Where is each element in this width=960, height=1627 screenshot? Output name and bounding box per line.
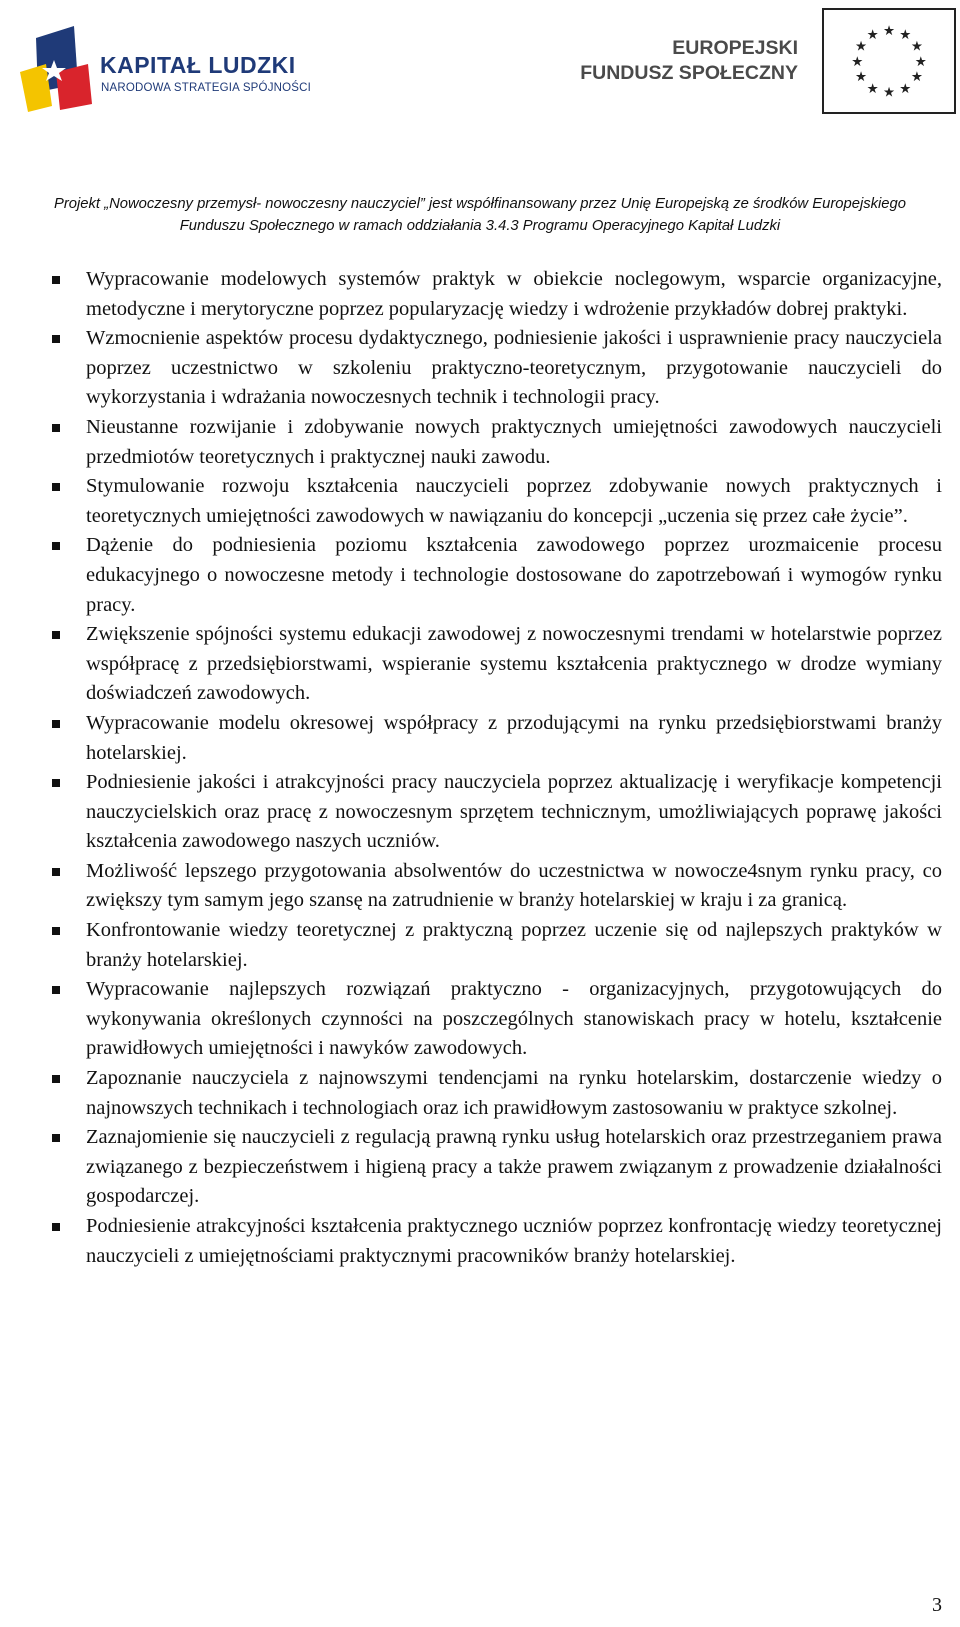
square-bullet-icon	[52, 1134, 60, 1142]
list-item-text: Wypracowanie najlepszych rozwiązań praktyczno - organizacyjnych, przygotowujących do wykonywania określonych czynności na poszczególnych stanowiskach pracy w hotelu, kształcenie prawidłowych umiejętności i nawyków zawodowych.	[86, 978, 942, 1060]
list-item-text: Podniesienie jakości i atrakcyjności pracy nauczyciela poprzez aktualizację i weryfikacje kompetencji nauczycielskich oraz pracę z nowoczesnym sprzętem technicznym, umożliwiających poprawę jakości kształcenia zawodowego naszych uczniów.	[86, 771, 942, 853]
svg-text:★: ★	[882, 23, 896, 40]
svg-text:★: ★	[910, 38, 923, 55]
list-item-text: Dążenie do podniesienia poziomu kształcenia zawodowego poprzez urozmaicenie procesu edukacyjnego o nowoczesne metody i technologie dostosowane do zapotrzebowań i wymogów rynku pracy.	[86, 534, 942, 616]
list-item-text: Możliwość lepszego przygotowania absolwentów do uczestnictwa w nowocze4snym rynku pracy, co zwiększy tym samym jego szansę na zatrudnienie w branży hotelarskiej w kraju i za granicą.	[86, 859, 942, 912]
list-item	[0, 531, 960, 620]
list-item	[0, 768, 960, 857]
square-bullet-icon	[52, 631, 60, 639]
objectives-list	[0, 265, 960, 1271]
project-funding-note	[0, 193, 960, 237]
square-bullet-icon	[52, 779, 60, 787]
square-bullet-icon	[52, 986, 60, 994]
list-item-text: Zwiększenie spójności systemu edukacji zawodowej z nowoczesnymi trendami w hotelarstwie poprzez współpracę z przedsiębiorstwami, wspieranie systemu kształcenia praktycznego w drodze wymiany doświadczeń zawodowych.	[86, 623, 942, 705]
list-item-text: Wzmocnienie aspektów procesu dydaktycznego, podniesienie jakości i usprawnienie pracy nauczyciela poprzez uczestnictwo w szkoleniu praktyczno-teoretycznym, przygotowanie nauczycieli do wykorzystania i wdrażania nowoczesnych technik i technologii pracy.	[86, 327, 942, 409]
list-item-text: Wypracowanie modelu okresowej współpracy z przodującymi na rynku przedsiębiorstwami branży hotelarskiej.	[86, 711, 942, 764]
square-bullet-icon	[52, 1075, 60, 1083]
kapital-ludzki-title: KAPITAŁ LUDZKI	[100, 52, 296, 78]
list-item-text: Nieustanne rozwijanie i zdobywanie nowych praktycznych umiejętności zawodowych nauczycieli przedmiotów teoretycznych i praktycznej nauki zawodu.	[86, 415, 942, 468]
svg-text:★: ★	[910, 69, 923, 86]
list-item	[0, 324, 960, 413]
project-note-line-2: Funduszu Społecznego w ramach oddziałania 3.4.3 Programu Operacyjnego Kapitał Ludzki	[179, 218, 781, 234]
square-bullet-icon	[52, 276, 60, 284]
efs-line-1: EUROPEJSKI	[672, 37, 798, 59]
list-item-text: Wypracowanie modelowych systemów praktyk w obiekcie noclegowym, wsparcie organizacyjne, metodyczne i merytoryczne poprzez popularyzację wiedzy i wdrożenie przykładów dobrej praktyki.	[86, 268, 942, 320]
svg-text:★: ★	[855, 38, 868, 55]
list-item	[0, 857, 960, 916]
square-bullet-icon	[52, 424, 60, 432]
square-bullet-icon	[52, 1223, 60, 1231]
square-bullet-icon	[52, 927, 60, 935]
efs-line-2: FUNDUSZ SPOŁECZNY	[580, 62, 798, 84]
square-bullet-icon	[52, 720, 60, 728]
square-bullet-icon	[52, 335, 60, 343]
svg-text:★: ★	[882, 84, 896, 101]
svg-text:★: ★	[914, 53, 927, 70]
list-item	[0, 1212, 960, 1271]
square-bullet-icon	[52, 542, 60, 550]
list-item	[0, 1064, 960, 1123]
svg-text:★: ★	[866, 80, 879, 97]
list-item	[0, 975, 960, 1064]
list-item-text: Stymulowanie rozwoju kształcenia nauczycieli poprzez zdobywanie nowych praktycznych i teoretycznych umiejętności zawodowych w nawiązaniu do koncepcji „uczenia się przez całe życie”.	[86, 475, 942, 527]
svg-text:★: ★	[855, 69, 868, 86]
svg-text:★: ★	[866, 26, 879, 43]
list-item	[0, 472, 960, 531]
list-item	[0, 1123, 960, 1212]
eu-flag-icon	[822, 8, 956, 114]
efs-label	[580, 36, 798, 86]
list-item	[0, 265, 960, 324]
list-item-text: Konfrontowanie wiedzy teoretycznej z praktyczną poprzez uczenie się od najlepszych praktyków w branży hotelarskiej.	[86, 919, 942, 971]
list-item	[0, 413, 960, 472]
list-item	[0, 620, 960, 709]
square-bullet-icon	[52, 483, 60, 491]
svg-text:★: ★	[899, 80, 912, 97]
project-note-line-1: Projekt „Nowoczesny przemysł- nowoczesny nauczyciel” jest współfinansowany przez Unię Europejską ze środków Europejskiego	[53, 196, 906, 212]
list-item-text: Podniesienie atrakcyjności kształcenia praktycznego uczniów poprzez konfrontację wiedzy teoretycznej nauczycieli z umiejętnościami praktycznymi pracowników branży hotelarskiej.	[86, 1215, 942, 1267]
svg-text:★: ★	[851, 53, 864, 70]
page-header	[0, 0, 960, 125]
list-item-text: Zapoznanie nauczyciela z najnowszymi tendencjami na rynku hotelarskim, dostarczenie wiedzy o najnowszych technikach i technologiach oraz ich prawidłowym zastosowaniu w praktyce szkolnej.	[86, 1067, 942, 1119]
kapital-ludzki-subtitle: NARODOWA STRATEGIA SPÓJNOŚCI	[101, 82, 312, 94]
page-number: 3	[932, 1594, 942, 1616]
list-item	[0, 916, 960, 975]
list-item-text: Zaznajomienie się nauczycieli z regulacją prawną rynku usług hotelarskich oraz przestrzeganiem prawa związanego z bezpieczeństwem i higieną pracy a także prawem związanym z prowadzenie działalności gospodarczej.	[86, 1126, 942, 1208]
square-bullet-icon	[52, 868, 60, 876]
list-item	[0, 709, 960, 768]
svg-text:★: ★	[899, 26, 912, 43]
